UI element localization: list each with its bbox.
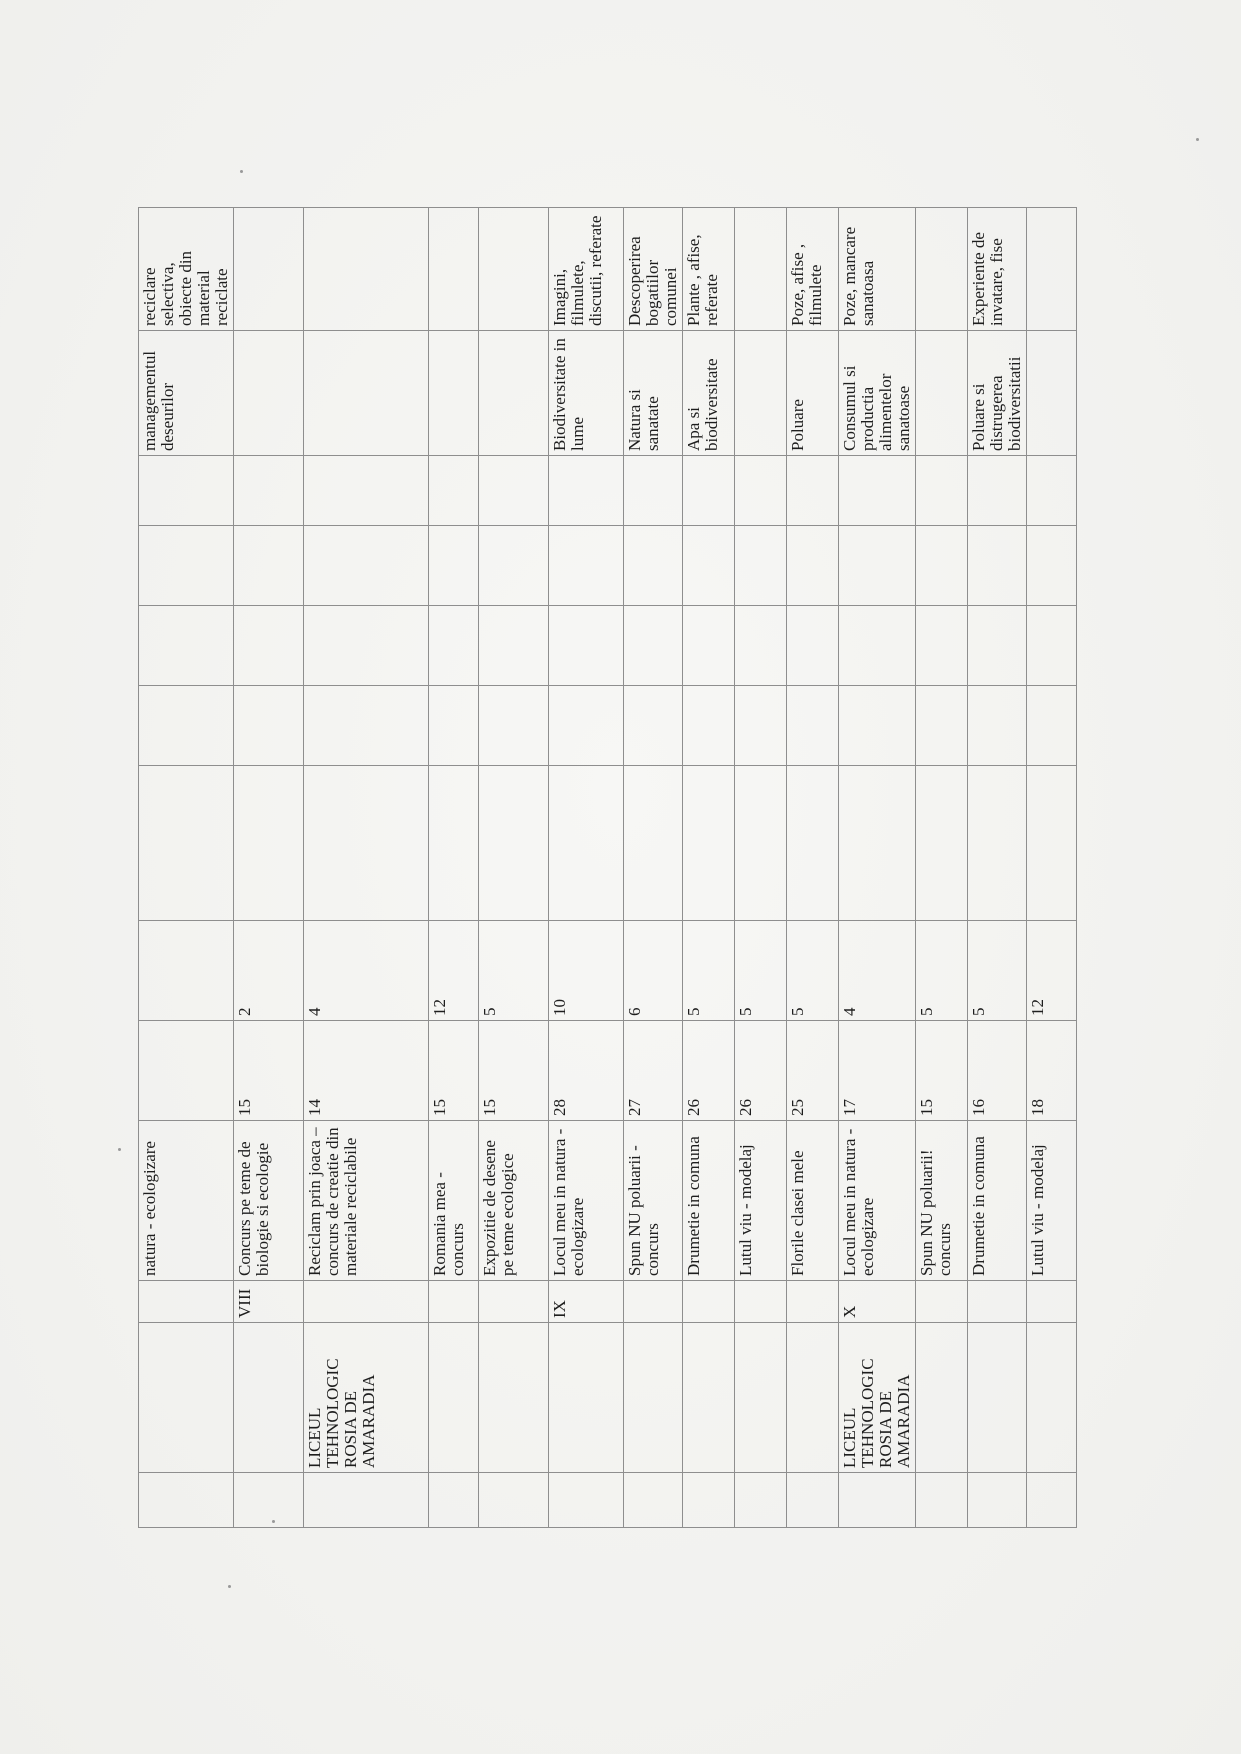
table-cell: [968, 1281, 1027, 1323]
table-cell: [735, 331, 787, 456]
table-cell: [735, 606, 787, 686]
table-cell: [735, 1473, 787, 1528]
table-cell: [1027, 686, 1077, 766]
table-cell: [139, 1021, 234, 1121]
table-cell: [234, 1473, 304, 1528]
table-cell: [429, 331, 479, 456]
table-row: [624, 208, 683, 1528]
table-cell: 15: [429, 1021, 479, 1121]
table-cell: [787, 456, 839, 526]
scan-speck: [118, 1148, 121, 1151]
table-cell: [683, 1473, 735, 1528]
table-cell: [916, 1323, 968, 1473]
table-row: [683, 208, 735, 1528]
table-cell: [479, 686, 549, 766]
table-cell: [1027, 606, 1077, 686]
table-cell: [683, 686, 735, 766]
table-cell: [304, 686, 429, 766]
table-cell: [549, 766, 624, 921]
table-cell: [549, 686, 624, 766]
table-cell: [139, 686, 234, 766]
table-cell: 5: [479, 921, 549, 1021]
table-cell: 4: [839, 921, 916, 1021]
table-cell: 15: [479, 1021, 549, 1121]
table-cell: [916, 331, 968, 456]
table-row: [304, 208, 429, 1528]
table-cell: Experiente de invatare, fise: [968, 208, 1027, 331]
table-cell: [479, 526, 549, 606]
table-cell: Apa si biodiversitate: [683, 331, 735, 456]
table-cell: [787, 766, 839, 921]
table-cell: IX: [549, 1281, 624, 1323]
table-cell: [735, 1281, 787, 1323]
table-cell: [916, 526, 968, 606]
table-cell: [429, 766, 479, 921]
table-cell: [549, 456, 624, 526]
table-cell: Natura si sanatate: [624, 331, 683, 456]
table-cell: [429, 456, 479, 526]
table-cell: Florile clasei mele: [787, 1121, 839, 1281]
table-cell: natura - ecologizare: [139, 1121, 234, 1281]
table-cell: [916, 766, 968, 921]
table-cell: 26: [683, 1021, 735, 1121]
table-cell: [139, 1281, 234, 1323]
table-cell: 10: [549, 921, 624, 1021]
table-cell: [429, 1281, 479, 1323]
table-cell: [234, 208, 304, 331]
table-cell: [624, 1473, 683, 1528]
rotated-table-wrapper: [138, 208, 1050, 1528]
table-cell: Lutul viu - modelaj: [735, 1121, 787, 1281]
table-cell: [735, 686, 787, 766]
table-cell: [787, 606, 839, 686]
table-cell: [549, 606, 624, 686]
table-row: [234, 208, 304, 1528]
table-cell: Locul meu in natura - ecologizare: [549, 1121, 624, 1281]
table-cell: [549, 1473, 624, 1528]
table-cell: [479, 606, 549, 686]
table-cell: Locul meu in natura - ecologizare: [839, 1121, 916, 1281]
table-cell: [1027, 456, 1077, 526]
scan-speck: [240, 170, 243, 173]
table-cell: Romania mea - concurs: [429, 1121, 479, 1281]
table-cell: [304, 1473, 429, 1528]
table-cell: 6: [624, 921, 683, 1021]
table-row: [479, 208, 549, 1528]
table-cell: [429, 208, 479, 331]
table-cell: [839, 1473, 916, 1528]
table-cell: [429, 1473, 479, 1528]
table-cell: [429, 526, 479, 606]
table-cell: [624, 1323, 683, 1473]
table-row: [735, 208, 787, 1528]
table-cell: [234, 686, 304, 766]
table-cell: [735, 456, 787, 526]
table-cell: [624, 456, 683, 526]
table-cell: Lutul viu - modelaj: [1027, 1121, 1077, 1281]
table-cell: [968, 766, 1027, 921]
table-cell: [735, 208, 787, 331]
table-cell: [234, 606, 304, 686]
table-cell: [916, 1281, 968, 1323]
table-cell: [683, 456, 735, 526]
table-cell: [916, 686, 968, 766]
table-cell: [549, 526, 624, 606]
table-cell: X: [839, 1281, 916, 1323]
table-cell: [304, 331, 429, 456]
table-cell: [234, 766, 304, 921]
table-row: [968, 208, 1027, 1528]
table-cell: [139, 606, 234, 686]
table-row: [429, 208, 479, 1528]
table-cell: [1027, 766, 1077, 921]
table-cell: LICEUL TEHNOLOGIC ROSIA DE AMARADIA: [839, 1323, 916, 1473]
table-cell: [624, 1281, 683, 1323]
table-cell: Expozitie de desene pe teme ecologice: [479, 1121, 549, 1281]
table-cell: [787, 1323, 839, 1473]
table-cell: 5: [683, 921, 735, 1021]
table-row: [549, 208, 624, 1528]
scan-speck: [1196, 138, 1199, 141]
table-cell: 5: [968, 921, 1027, 1021]
table-cell: 15: [234, 1021, 304, 1121]
table-cell: [735, 526, 787, 606]
table-cell: [968, 526, 1027, 606]
table-cell: [479, 331, 549, 456]
table-cell: VIII: [234, 1281, 304, 1323]
table-cell: 28: [549, 1021, 624, 1121]
table-cell: Plante , afise, referate: [683, 208, 735, 331]
table-cell: [624, 526, 683, 606]
table-cell: 15: [916, 1021, 968, 1121]
table-cell: [479, 766, 549, 921]
table-cell: Imagini, filmulete, discutii, referate: [549, 208, 624, 331]
table-row: [139, 208, 234, 1528]
table-cell: [624, 766, 683, 921]
table-cell: Concurs pe teme de biologie si ecologie: [234, 1121, 304, 1281]
table-cell: 27: [624, 1021, 683, 1121]
table-cell: [234, 456, 304, 526]
table-cell: [139, 456, 234, 526]
table-cell: [683, 766, 735, 921]
table-cell: Drumetie in comuna: [968, 1121, 1027, 1281]
activities-table: [138, 207, 1077, 1528]
table-cell: [234, 331, 304, 456]
table-cell: 5: [916, 921, 968, 1021]
table-cell: [968, 1323, 1027, 1473]
table-cell: managementul deseurilor: [139, 331, 234, 456]
table-cell: [1027, 1473, 1077, 1528]
table-cell: [304, 606, 429, 686]
table-cell: [1027, 331, 1077, 456]
table-cell: [968, 456, 1027, 526]
table-cell: [429, 1323, 479, 1473]
table-cell: [916, 208, 968, 331]
table-cell: LICEUL TEHNOLOGIC ROSIA DE AMARADIA: [304, 1323, 429, 1473]
table-cell: [916, 606, 968, 686]
table-cell: [1027, 208, 1077, 331]
table-cell: 12: [1027, 921, 1077, 1021]
table-cell: [787, 526, 839, 606]
table-cell: [234, 526, 304, 606]
table-row: [839, 208, 916, 1528]
table-cell: [624, 686, 683, 766]
table-cell: [839, 456, 916, 526]
table-cell: [429, 606, 479, 686]
table-cell: [479, 1281, 549, 1323]
table-cell: [968, 686, 1027, 766]
table-cell: [304, 456, 429, 526]
table-cell: [139, 921, 234, 1021]
table-cell: Spun NU poluarii - concurs: [624, 1121, 683, 1281]
table-cell: [839, 526, 916, 606]
table-row: [787, 208, 839, 1528]
table-cell: [683, 1323, 735, 1473]
table-cell: [139, 766, 234, 921]
table-cell: 17: [839, 1021, 916, 1121]
table-cell: [683, 606, 735, 686]
table-cell: [839, 686, 916, 766]
table-cell: [304, 208, 429, 331]
table-cell: [968, 606, 1027, 686]
scan-speck: [228, 1585, 231, 1588]
table-cell: [549, 1323, 624, 1473]
table-row: [916, 208, 968, 1528]
table-cell: Poze, mancare sanatoasa: [839, 208, 916, 331]
table-cell: [1027, 526, 1077, 606]
table-cell: 26: [735, 1021, 787, 1121]
table-cell: 2: [234, 921, 304, 1021]
table-cell: [839, 766, 916, 921]
table-cell: [139, 526, 234, 606]
table-cell: [839, 606, 916, 686]
table-cell: Spun NU poluarii! concurs: [916, 1121, 968, 1281]
table-cell: 5: [735, 921, 787, 1021]
table-cell: 12: [429, 921, 479, 1021]
table-cell: [234, 1323, 304, 1473]
table-cell: [304, 1281, 429, 1323]
table-cell: [624, 606, 683, 686]
table-cell: [683, 526, 735, 606]
table-cell: Poluare si distrugerea biodiversitatii: [968, 331, 1027, 456]
table-cell: [479, 1323, 549, 1473]
table-cell: [787, 1281, 839, 1323]
table-cell: Poze, afise , filmulete: [787, 208, 839, 331]
table-cell: [683, 1281, 735, 1323]
table-cell: [479, 1473, 549, 1528]
table-cell: Drumetie in comuna: [683, 1121, 735, 1281]
table-body: [139, 208, 1077, 1528]
table-cell: [139, 1473, 234, 1528]
table-cell: 25: [787, 1021, 839, 1121]
table-cell: [429, 686, 479, 766]
table-cell: [735, 766, 787, 921]
table-cell: Biodiversitate in lume: [549, 331, 624, 456]
table-cell: [304, 526, 429, 606]
table-cell: 16: [968, 1021, 1027, 1121]
table-cell: [787, 686, 839, 766]
table-cell: [787, 1473, 839, 1528]
table-cell: 5: [787, 921, 839, 1021]
table-cell: [304, 766, 429, 921]
table-cell: [479, 208, 549, 331]
table-cell: [479, 456, 549, 526]
table-cell: Consumul si productia alimentelor sanatoase: [839, 331, 916, 456]
table-cell: [735, 1323, 787, 1473]
table-cell: reciclare selectiva, obiecte din material reciclate: [139, 208, 234, 331]
table-cell: Reciclam prin joaca – concurs de creatie din materiale reciclabile: [304, 1121, 429, 1281]
table-cell: [968, 1473, 1027, 1528]
table-cell: Poluare: [787, 331, 839, 456]
table-cell: 18: [1027, 1021, 1077, 1121]
table-cell: [916, 456, 968, 526]
table-cell: [1027, 1281, 1077, 1323]
table-cell: [1027, 1323, 1077, 1473]
table-cell: Descoperirea bogatiilor comunei: [624, 208, 683, 331]
table-row: [1027, 208, 1077, 1528]
table-cell: 4: [304, 921, 429, 1021]
table-cell: 14: [304, 1021, 429, 1121]
table-cell: [916, 1473, 968, 1528]
table-cell: [139, 1323, 234, 1473]
